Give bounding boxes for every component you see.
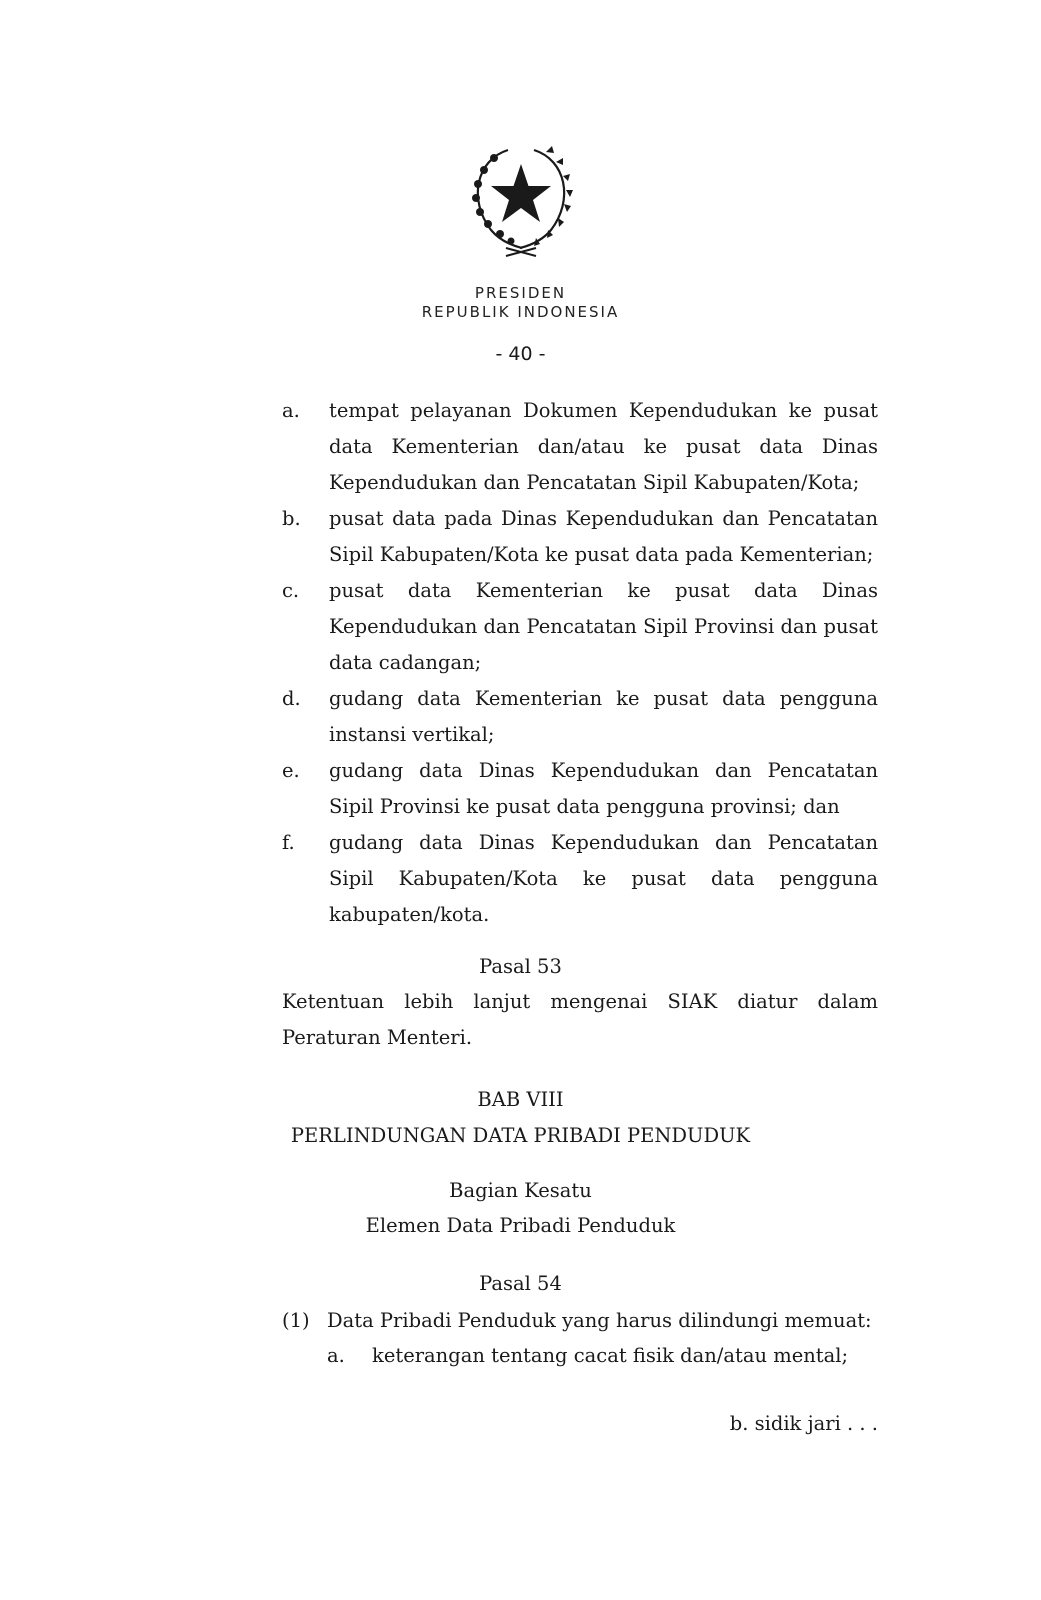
list-item-text: pusat data Kementerian ke pusat data Dinas Kependudukan dan Pencatatan Sipil Provinsi dan pusat data cadangan; — [329, 579, 878, 674]
list-item-text: gudang data Kementerian ke pusat data pengguna instansi vertikal; — [329, 687, 878, 746]
pasal-54-title: Pasal 54 — [479, 1272, 562, 1295]
chapter-subtitle: PERLINDUNGAN DATA PRIBADI PENDUDUK — [290, 1124, 751, 1147]
header-title: PRESIDEN — [474, 284, 567, 302]
chapter-title: BAB VIII — [477, 1088, 564, 1111]
section-title: Bagian Kesatu — [449, 1179, 592, 1202]
page-number: - 40 - — [495, 343, 546, 365]
list-item — [282, 825, 878, 933]
list-item-label: e. — [282, 759, 300, 782]
clause-number: (1) — [282, 1309, 310, 1332]
list-item-label: c. — [282, 579, 300, 602]
list-item-label: f. — [282, 831, 295, 854]
next-page-reference: b. sidik jari . . . — [729, 1412, 878, 1435]
list-item-text: gudang data Dinas Kependudukan dan Pencatatan Sipil Provinsi ke pusat data pengguna provinsi; dan — [329, 759, 878, 818]
sub-clause-label: a. — [327, 1344, 345, 1367]
list-item — [282, 573, 878, 681]
list-item — [282, 681, 878, 753]
list-item — [282, 393, 878, 501]
clause-text: Data Pribadi Penduduk yang harus dilindungi memuat: — [327, 1309, 872, 1332]
list-item — [282, 753, 878, 825]
list-item-label: b. — [282, 507, 301, 530]
presidential-emblem-icon — [456, 130, 586, 260]
list-item-text: gudang data Dinas Kependudukan dan Pencatatan Sipil Kabupaten/Kota ke pusat data pengguna kabupaten/kota. — [329, 831, 878, 926]
sub-clause-text: keterangan tentang cacat fisik dan/atau mental; — [372, 1344, 849, 1367]
list-item-label: d. — [282, 687, 301, 710]
pasal-53-title: Pasal 53 — [479, 955, 562, 978]
list-item-text: tempat pelayanan Dokumen Kependudukan ke pusat data Kementerian dan/atau ke pusat data Dinas Kependudukan dan Pencatatan Sipil Kabupaten/Kota; — [329, 399, 878, 494]
section-subtitle: Elemen Data Pribadi Penduduk — [365, 1214, 676, 1237]
list-item-text: pusat data pada Dinas Kependudukan dan Pencatatan Sipil Kabupaten/Kota ke pusat data pada Kementerian; — [329, 507, 878, 566]
list-item — [282, 501, 878, 573]
pasal-53-text: Ketentuan lebih lanjut mengenai SIAK diatur dalam Peraturan Menteri. — [282, 990, 878, 1049]
header-subtitle: REPUBLIK INDONESIA — [421, 303, 620, 321]
list-item-label: a. — [282, 399, 300, 422]
item-list — [282, 393, 878, 933]
